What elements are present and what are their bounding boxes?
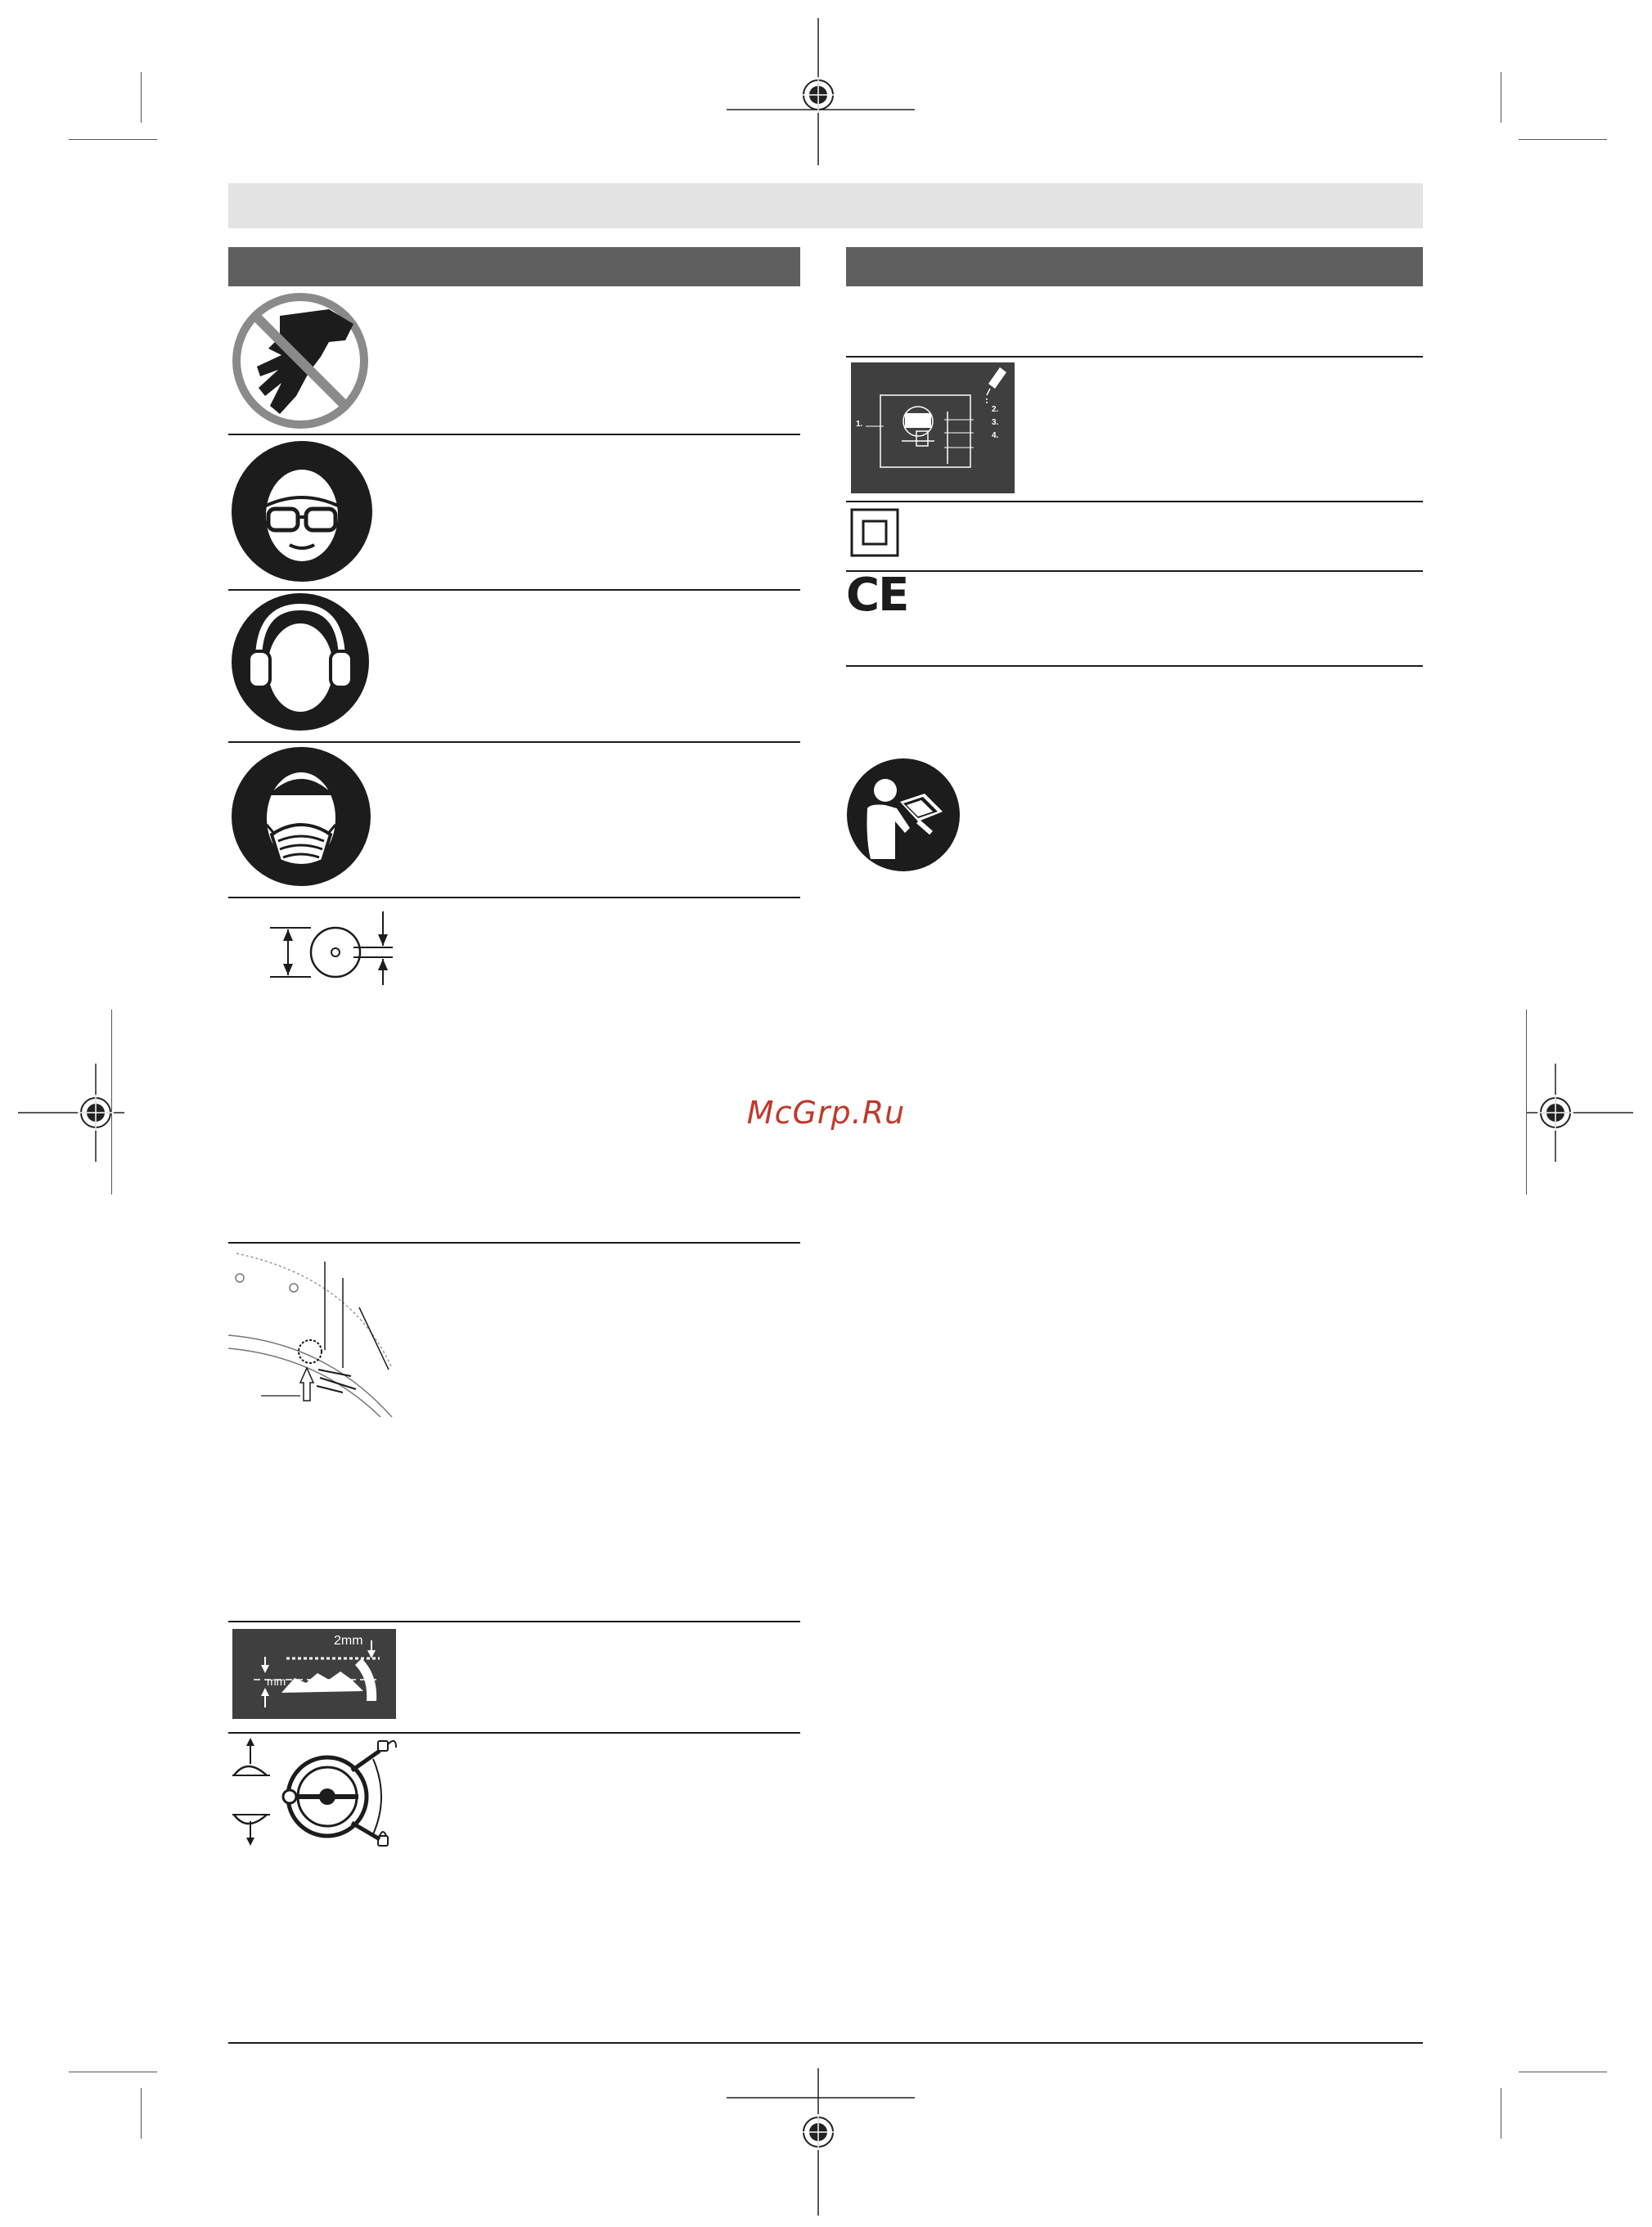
left-section-bar — [228, 247, 800, 286]
right-divider — [846, 501, 1423, 502]
callout-4: 4. — [992, 431, 999, 440]
right-section-bar — [846, 247, 1423, 286]
no-hands-prohibition-icon — [231, 291, 370, 430]
callout-3: 3. — [992, 418, 999, 427]
left-divider — [228, 589, 800, 591]
right-divider — [846, 356, 1423, 358]
footer-rule — [228, 2042, 1423, 2044]
riving-knife-gap-icon — [232, 1629, 396, 1719]
protection-class-ii-icon — [849, 507, 902, 560]
dust-mask-icon — [231, 746, 371, 887]
left-divider — [228, 1621, 800, 1622]
read-manual-icon — [846, 758, 961, 872]
registration-mark-top-icon — [727, 18, 915, 165]
registration-mark-bottom-icon — [727, 2068, 915, 2216]
left-divider — [228, 434, 800, 435]
callout-2: 2. — [992, 405, 999, 414]
blade-dimensions-icon — [262, 908, 401, 990]
callout-1: 1. — [856, 420, 863, 429]
height-adjust-lock-icon — [229, 1734, 401, 1849]
gap-label: 2mm — [334, 1634, 363, 1648]
eye-protection-icon — [231, 440, 374, 583]
ce-mark-icon: CE — [846, 569, 908, 622]
machine-panel-diagram-icon — [851, 362, 1015, 493]
left-divider — [228, 1242, 800, 1244]
watermark: McGrp.Ru — [746, 1095, 906, 1131]
right-divider — [846, 570, 1423, 572]
depth-label: mm — [267, 1675, 286, 1688]
left-divider — [228, 1732, 800, 1734]
right-divider — [846, 665, 1423, 667]
left-divider — [228, 741, 800, 743]
left-divider — [228, 897, 800, 898]
blade-marking-icon — [228, 1245, 400, 1417]
hearing-protection-icon — [231, 592, 370, 731]
header-band — [228, 183, 1423, 228]
